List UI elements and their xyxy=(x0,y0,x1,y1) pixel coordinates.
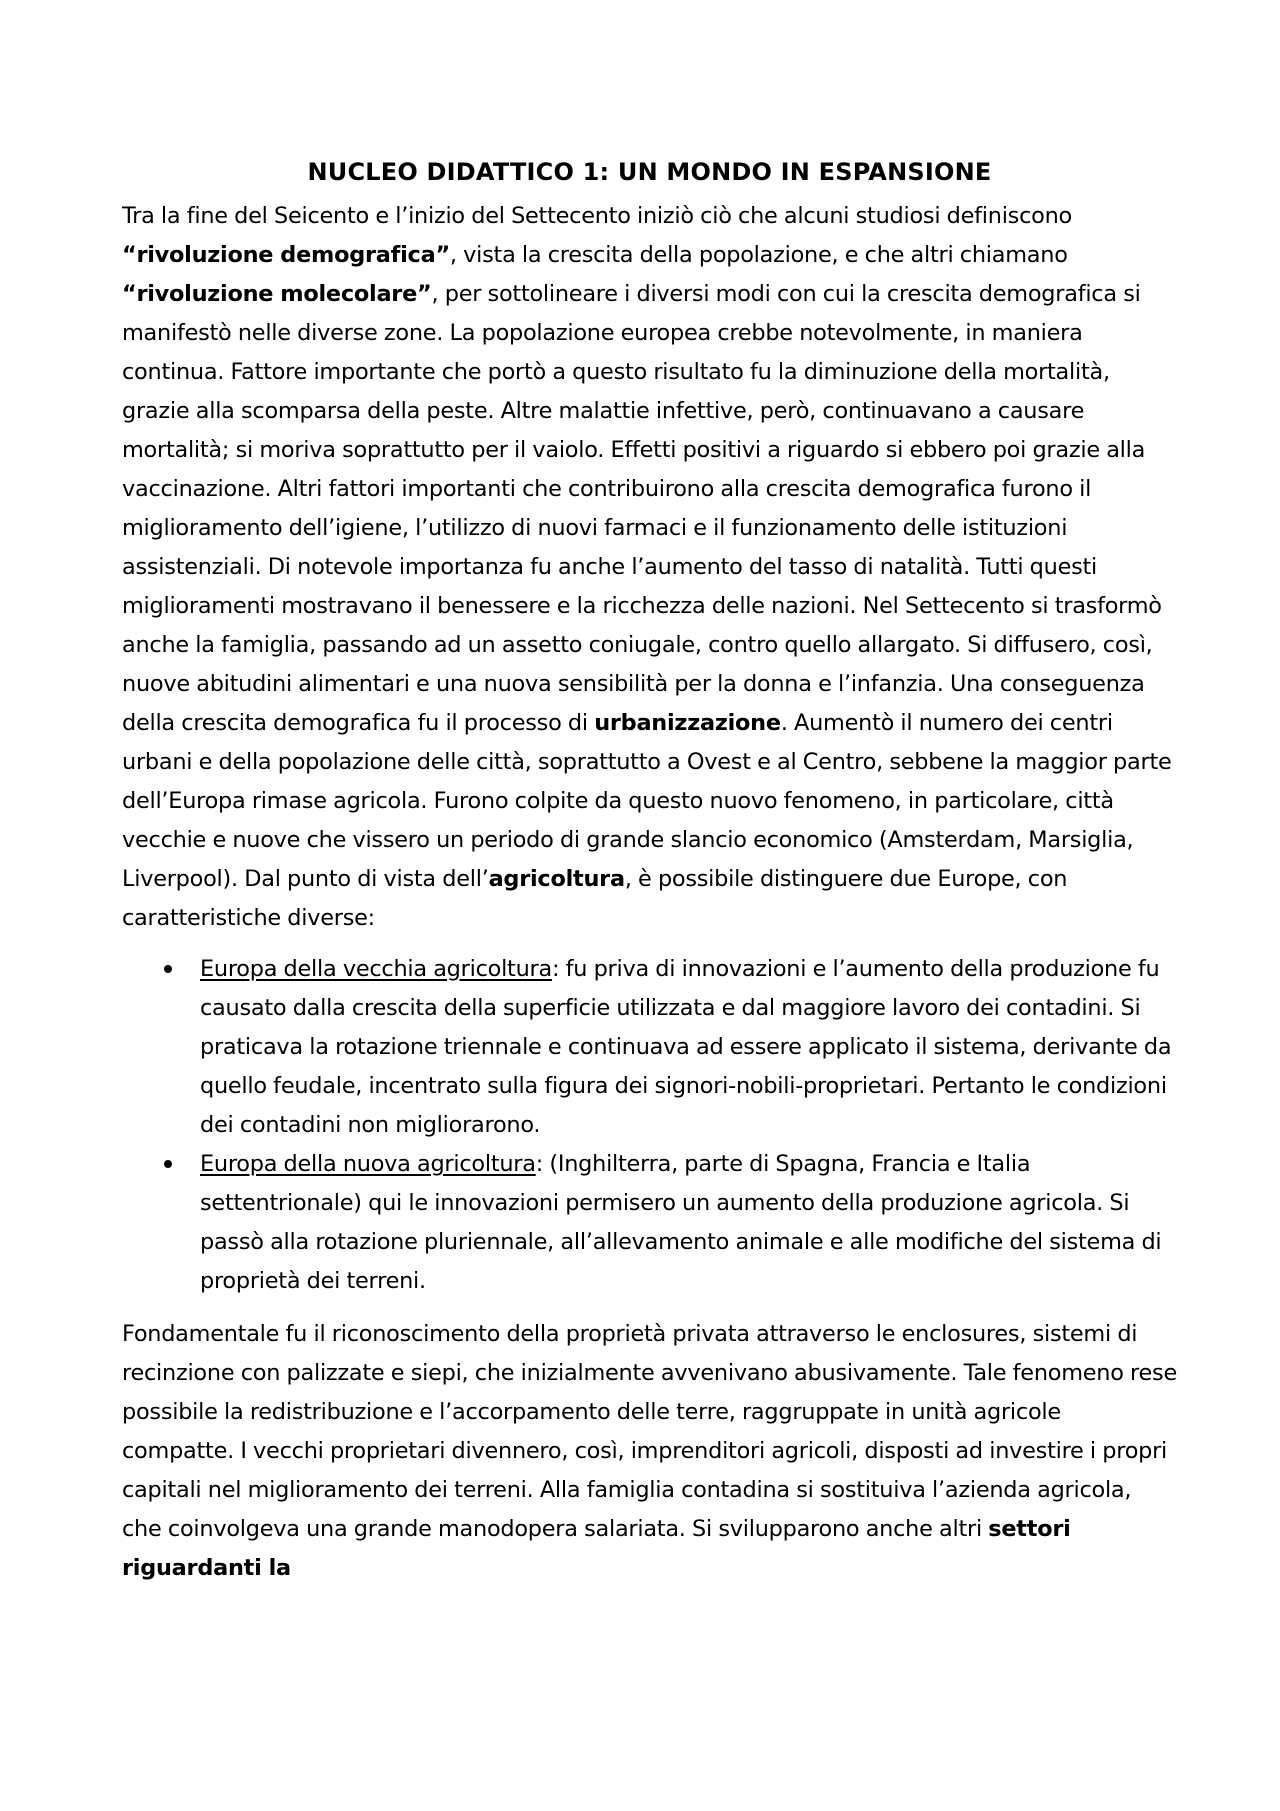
term-urbanizzazione: urbanizzazione xyxy=(594,710,781,736)
bullet-heading: Europa della nuova agricoltura xyxy=(200,1151,536,1177)
term-settori: settori riguardanti la xyxy=(122,1516,1071,1581)
bullet-list xyxy=(122,950,1177,1301)
page-title: NUCLEO DIDATTICO 1: UN MONDO IN ESPANSIONE xyxy=(307,158,992,186)
closing-text-1: Fondamentale fu il riconoscimento della proprietà privata attraverso le enclosures, sistemi di recinzione con palizzate e siepi, che inizialmente avvenivano abusivamente. Tale fenomeno rese possibile la redistribuzione e l’accorpamento delle terre, raggruppate in unità agricole compatte. I vecchi proprietari divennero, così, imprenditori agricoli, disposti ad investire i propri capitali nel miglioramento dei terreni. Alla famiglia contadina si sostituiva l’azienda agricola, che coinvolgeva una grande manodopera salariata. Si svilupparono anche altri xyxy=(122,1321,1177,1542)
document-page xyxy=(122,155,1177,1588)
term-rivoluzione-demografica: “rivoluzione demografica” xyxy=(122,242,450,268)
bullet-text: : (Inghilterra, parte di Spagna, Francia e Italia settentrionale) qui le innovazioni permisero un aumento della produzione agricola. Si passò alla rotazione pluriennale, all’allevamento animale e alle modifiche del sistema di proprietà dei terreni. xyxy=(200,1151,1162,1294)
intro-paragraph xyxy=(122,197,1177,938)
bullet-dot-icon xyxy=(164,965,172,973)
intro-text-1: Tra la fine del Seicento e l’inizio del Settecento iniziò ciò che alcuni studiosi definiscono xyxy=(122,203,1072,229)
intro-text-3: , per sottolineare i diversi modi con cui la crescita demografica si manifestò nelle diverse zone. La popolazione europea crebbe notevolmente, in maniera continua. Fattore importante che portò a questo risultato fu la diminuzione della mortalità, grazie alla scomparsa della peste. Altre malattie infettive, però, continuavano a causare mortalità; si moriva soprattutto per il vaiolo. Effetti positivi a riguardo si ebbero poi grazie alla vaccinazione. Altri fattori importanti che contribuirono alla crescita demografica furono il miglioramento dell’igiene, l’utilizzo di nuovi farmaci e il funzionamento delle istituzioni assistenziali. Di notevole importanza fu anche l’aumento del tasso di natalità. Tutti questi miglioramenti mostravano il benessere e la ricchezza delle nazioni. Nel Settecento si trasformò anche la famiglia, passando ad un assetto coniugale, contro quello allargato. Si diffusero, così, nuove abitudini alimentari e una nuova sensibilità per la donna e l’infanzia. Una conseguenza della crescita demografica fu il processo di xyxy=(122,281,1162,736)
intro-text-5: , è possibile distinguere due Europe, con caratteristiche diverse: xyxy=(122,866,1068,931)
list-item xyxy=(200,950,1177,1145)
term-agricoltura: agricoltura xyxy=(488,866,625,892)
intro-text-2: , vista la crescita della popolazione, e che altri chiamano xyxy=(449,242,1068,268)
list-item xyxy=(200,1145,1177,1301)
bullet-dot-icon xyxy=(164,1160,172,1168)
closing-paragraph xyxy=(122,1315,1177,1588)
intro-text-4: . Aumentò il numero dei centri urbani e della popolazione delle città, soprattutto a Ovest e al Centro, sebbene la maggior parte dell’Europa rimase agricola. Furono colpite da questo nuovo fenomeno, in particolare, città vecchie e nuove che vissero un periodo di grande slancio economico (Amsterdam, Marsiglia, Liverpool). Dal punto di vista dell’ xyxy=(122,710,1172,892)
term-rivoluzione-molecolare: “rivoluzione molecolare” xyxy=(122,281,432,307)
bullet-text: : fu priva di innovazioni e l’aumento della produzione fu causato dalla crescita della superficie utilizzata e dal maggiore lavoro dei contadini. Si praticava la rotazione triennale e continuava ad essere applicato il sistema, derivante da quello feudale, incentrato sulla figura dei signori-nobili-proprietari. Pertanto le condizioni dei contadini non migliorarono. xyxy=(200,956,1172,1138)
bullet-heading: Europa della vecchia agricoltura xyxy=(200,956,552,982)
